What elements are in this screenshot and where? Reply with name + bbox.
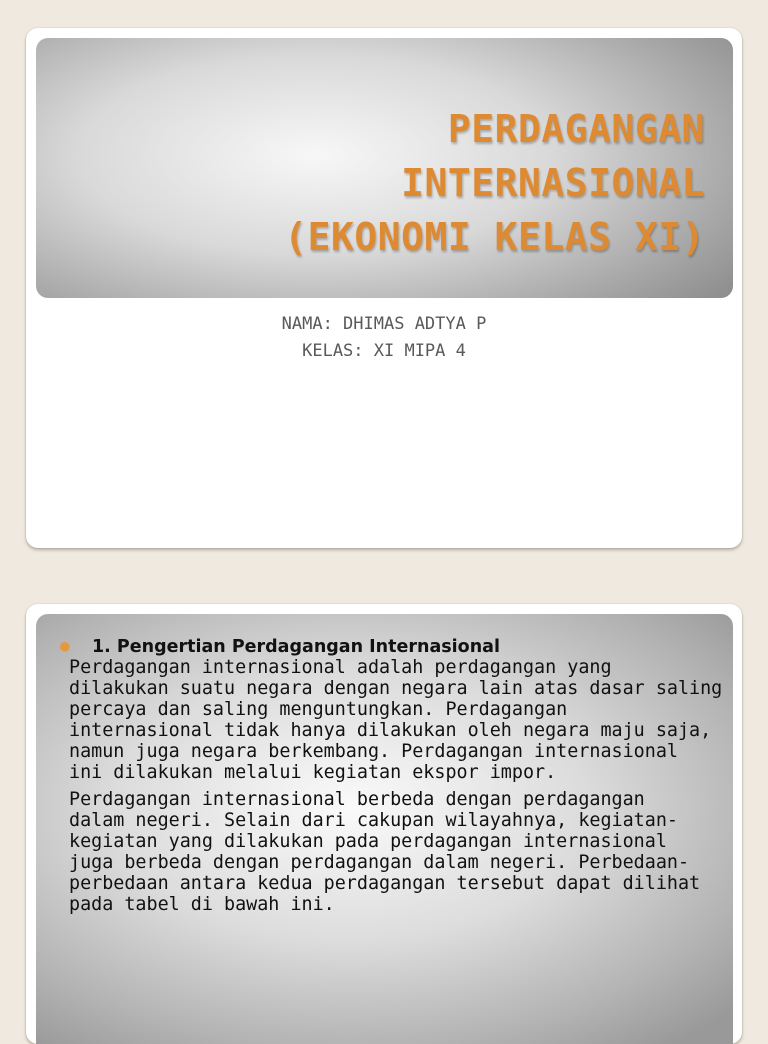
paragraph-difference <box>56 789 736 915</box>
slide-body <box>56 636 736 915</box>
text-line: Perdagangan internasional adalah perdagangan yang <box>69 657 612 678</box>
author-name: NAMA: DHIMAS ADTYA P <box>281 314 487 334</box>
text-line: kegiatan yang dilakukan pada perdagangan internasional <box>69 831 667 852</box>
text-line: internasional tidak hanya dilakukan oleh negara maju saja, <box>69 720 712 741</box>
title-line: INTERNASIONAL <box>401 161 705 205</box>
paragraph-definition <box>56 657 736 783</box>
text-line: juga berbeda dengan perdagangan dalam negeri. Perbedaan- <box>69 852 690 873</box>
section-heading: 1. Pengertian Perdagangan Internasional <box>92 637 500 657</box>
text-line: namun juga negara berkembang. Perdagangan internasional <box>69 741 678 762</box>
text-line: ini dilakukan melalui kegiatan ekspor impor. <box>69 762 557 783</box>
title-band <box>36 38 733 298</box>
text-line: Perdagangan internasional berbeda dengan perdagangan <box>69 789 645 810</box>
text-line: dilakukan suatu negara dengan negara lain atas dasar saling <box>69 678 723 699</box>
content-slide <box>26 604 742 1044</box>
text-line: pada tabel di bawah ini. <box>69 894 335 915</box>
slide-subtitle <box>26 311 742 365</box>
title-slide <box>26 28 742 548</box>
title-line: PERDAGANGAN <box>447 107 705 151</box>
title-line: (EKONOMI KELAS XI) <box>284 215 705 259</box>
text-line: dalam negeri. Selain dari cakupan wilayahnya, kegiatan- <box>69 810 678 831</box>
text-line: percaya dan saling menguntungkan. Perdagangan <box>69 699 568 720</box>
content-band <box>36 614 733 1044</box>
bullet-dot-icon: ● <box>60 636 70 655</box>
bullet-item <box>56 636 736 657</box>
slide-title <box>284 102 705 264</box>
text-line: perbedaan antara kedua perdagangan tersebut dapat dilihat <box>69 873 701 894</box>
author-class: KELAS: XI MIPA 4 <box>302 341 466 361</box>
